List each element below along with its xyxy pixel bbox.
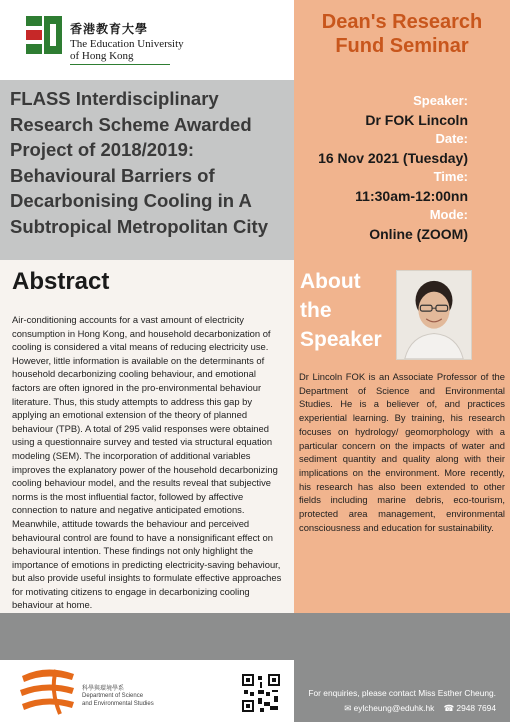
dept-logo: [16, 666, 80, 716]
event-mode: Online (ZOOM): [369, 226, 468, 242]
about-heading-line2: the: [300, 299, 332, 322]
dept-name-line2: and Environmental Studies: [82, 701, 154, 707]
seminar-title-line2: Fund Seminar: [335, 35, 469, 57]
seminar-title-line1: Dean's Research: [321, 11, 483, 33]
enquiry-text: For enquiries, please contact Miss Esther Cheung.: [308, 688, 496, 698]
project-title-line4: Behavioural Barriers of: [10, 164, 215, 186]
speaker-label: Speaker:: [413, 93, 468, 108]
project-title-line3: Project of 2018/2019:: [10, 139, 195, 160]
about-heading-line1: About: [300, 270, 361, 293]
contact-email[interactable]: eylcheung@eduhk.hk: [353, 703, 435, 713]
about-speaker-heading: [300, 267, 390, 354]
header-divider: [70, 64, 170, 65]
event-date: 16 Nov 2021 (Tuesday): [318, 150, 468, 166]
contact-info: [344, 703, 496, 713]
speaker-bio: Dr Lincoln FOK is an Associate Professor of the Department of Science and Environmental Studies. He is a believer of, and practices experiential learning. By training, his research focuses on hydrology/ geomorphology with a particular concern on the impacts of water and sediment quantity and quality along with their implications on the environment. More recently, his research has also been extended to other fields including marine debris, eco-tourism, protected area management, environmental consciousness and education for sustainability.: [299, 371, 505, 533]
university-name-line2: of Hong Kong: [70, 50, 134, 62]
speaker-photo: [396, 270, 472, 360]
date-label: Date:: [435, 131, 468, 146]
abstract-body: Air-conditioning accounts for a vast amount of electricity consumption in Hong Kong, and household decarbonization of cooling is considered a vital means of reducing electricity use. However, little information is available on the determinants of household decarbonizing cooling behaviour, and emotional factors are often ignored in the pro-environmental behaviour literature. Thus, this study attempts to address this gap by applying an emotional extension of the theory of planned behaviour (TPB). A total of 295 valid responses were obtained using a questionnaire survey and tested via structural equation modeling (SEM). The incorporation of additional variables improves the explanatory power of the household decarbonizing cooling behaviour model, and the results reveal that subjective norms is the most influential factor, followed by affective connection to nature and negative anticipated emotions. Meanwhile, attitude towards the behaviour and perceived behavioural control are found to have a nonsignificant effect on behavioural intention. These findings not only highlight the importance of emotions in predicting electricity-saving behaviour, but also provide useful insights to formulate effective approaches for motivating citizens to engage in decarbonizing cooling behaviour at home.: [12, 314, 282, 611]
abstract-heading: Abstract: [12, 268, 110, 295]
event-time: 11:30am-12:00nn: [355, 188, 468, 204]
dept-name-chinese: 科學與環境學系: [82, 685, 125, 692]
project-title: [10, 86, 290, 239]
qr-code-icon[interactable]: [240, 672, 282, 714]
mode-label: Mode:: [429, 207, 468, 222]
university-name-line1: The Education University: [70, 38, 184, 50]
dept-name-line1: Department of Science: [82, 693, 144, 699]
project-title-line6: Subtropical Metropolitan City: [10, 215, 268, 237]
project-title-line5: Decarbonising Cooling in A: [10, 190, 252, 211]
seminar-title: [294, 10, 510, 58]
speaker-name: Dr FOK Lincoln: [365, 112, 468, 128]
about-heading-line3: Speaker: [300, 328, 382, 351]
time-label: Time:: [433, 169, 468, 184]
event-details: [278, 92, 468, 244]
university-name-chinese: 香港教育大學: [70, 22, 149, 36]
contact-phone[interactable]: 2948 7694: [456, 703, 496, 713]
phone-icon: ☎: [443, 703, 455, 713]
project-title-line1: FLASS Interdisciplinary: [10, 88, 219, 109]
mail-icon: ✉: [344, 703, 352, 713]
project-title-line2: Research Scheme Awarded: [10, 113, 252, 135]
